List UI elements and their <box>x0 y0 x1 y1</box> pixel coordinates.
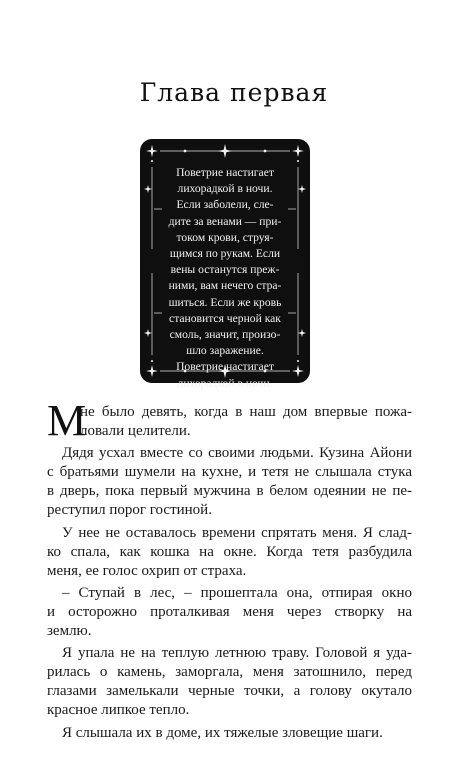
text-line: ловали целители. <box>80 423 191 440</box>
epigraph-line: Поветрие настигает <box>176 166 274 179</box>
text-line: в дверь, пока первый мужчина в белом одеянии не пе- <box>47 483 412 500</box>
epigraph-line: смоль, значит, произо- <box>169 328 281 342</box>
epigraph-line: лихорадкой в ночи. <box>177 376 273 390</box>
text-line: ко спала, как кошка на окне. Когда тетя разбудила <box>47 543 412 560</box>
text-line: меня, ее голос охрип от страха. <box>47 562 247 579</box>
paragraph <box>47 584 412 641</box>
epigraph-line: ними, вам нечего стра- <box>168 279 282 293</box>
text-line: – Ступай в лес, – прошептала она, отпирая окно <box>62 584 412 601</box>
epigraph-line: током крови, струя- <box>176 230 274 244</box>
paragraph <box>47 644 412 720</box>
text-line: и осторожно проталкивая меня через створку на <box>47 603 412 620</box>
text-line: глазами замелькали черные точки, а голову окутало <box>47 683 412 700</box>
text-line: Я упала не на теплую летнюю траву. Головой я уда- <box>62 645 412 662</box>
epigraph-line: вены останутся преж- <box>170 263 280 277</box>
paragraph <box>47 396 412 445</box>
paragraph <box>47 524 412 581</box>
epigraph-line: лихорадкой в ночи. <box>177 182 273 196</box>
epigraph-line: шло заражение. <box>186 344 264 358</box>
epigraph-line: дите за венами — при- <box>168 214 282 228</box>
drop-cap: М <box>47 396 87 445</box>
epigraph-text <box>164 165 286 392</box>
text-line: У нее не оставалось времени спрятать меня. Я слад- <box>62 524 412 541</box>
text-line: с братьями шумели на кухне, и тетя не слышала стука <box>47 464 412 481</box>
text-line: Дядя усхал вместе со своими людьми. Кузина Айони <box>62 445 412 462</box>
chapter-body <box>47 396 412 746</box>
text-line: не было девять, когда в наш дом впервые пожа- <box>80 404 412 420</box>
epigraph-line: Поветрие настигает <box>176 360 274 374</box>
text-line: реступил порог гостиной. <box>47 502 212 519</box>
epigraph-card <box>140 139 310 390</box>
text-line: рилась о камень, заморгала, меня затошнило, перед <box>47 664 412 681</box>
epigraph-line: шиться. Если же кровь <box>168 295 282 309</box>
epigraph-line: Если заболели, сле- <box>176 198 274 212</box>
epigraph-line: щимся по рукам. Если <box>169 247 281 261</box>
epigraph-line: становится черной как <box>169 311 281 325</box>
paragraph <box>47 444 412 520</box>
chapter-title: Глава первая <box>139 78 329 107</box>
text-line: красное липкое тепло. <box>47 702 190 719</box>
paragraph <box>47 724 412 743</box>
text-line: Я слышала их в доме, их тяжелые зловещие шаги. <box>62 724 383 741</box>
text-line: землю. <box>47 623 92 640</box>
